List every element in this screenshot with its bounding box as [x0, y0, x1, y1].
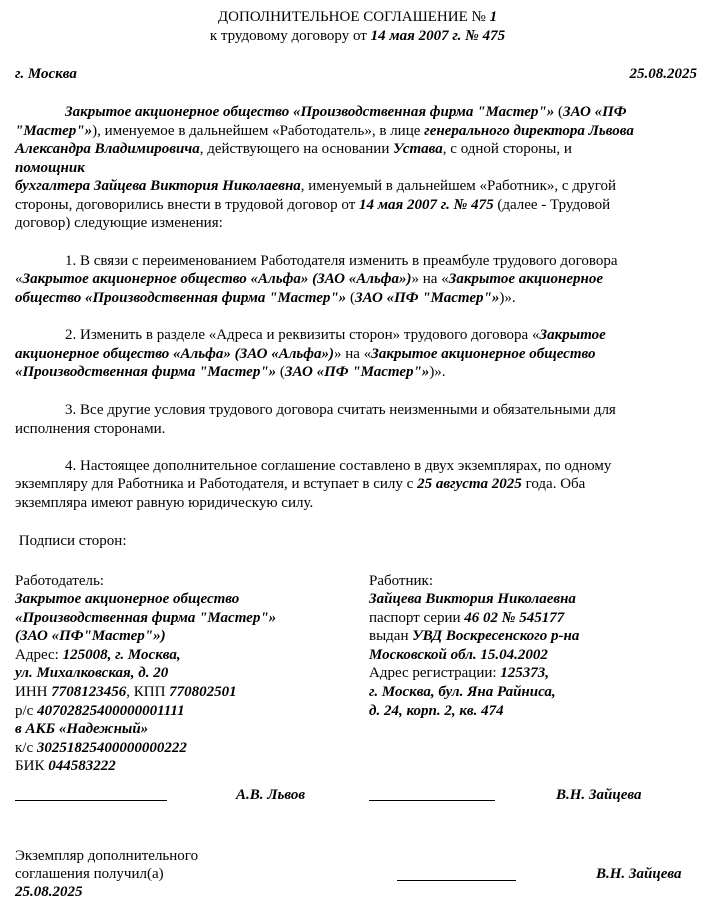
item-1-line-3: общество «Производственная фирма "Мастер"» (ЗАО «ПФ "Мастер"»)». — [15, 290, 516, 306]
employee-registration-2: г. Москва, бул. Яна Райниса, — [369, 684, 556, 700]
employee-signature-line — [369, 800, 495, 801]
document-subtitle: к трудовому договору от 14 мая 2007 г. № 475 — [209, 28, 506, 44]
document-date: 25.08.2025 — [629, 66, 697, 82]
employer-corr-account: к/с 30251825400000000222 — [15, 740, 187, 756]
item-2-line-3: «Производственная фирма "Мастер"» (ЗАО «ПФ "Мастер"»)». — [15, 364, 446, 380]
item-4-line-1: 4. Настоящее дополнительное соглашение составлено в двух экземплярах, по одному — [65, 458, 612, 474]
employer-inn-kpp: ИНН 7708123456, КПП 770802501 — [15, 684, 237, 700]
signatures-heading: Подписи сторон: — [15, 533, 127, 549]
preamble-line-7: договор) следующие изменения: — [15, 215, 223, 231]
item-3-line-1: 3. Все другие условия трудового договора считать неизменными и обязательными для — [65, 402, 616, 418]
receipt-signature-line — [397, 880, 516, 881]
employer-signature-line — [15, 800, 167, 801]
receipt-date: 25.08.2025 — [15, 884, 83, 900]
item-2-line-1: 2. Изменить в разделе «Адреса и реквизиты сторон» трудового договора «Закрытое — [65, 327, 606, 343]
employer-name-2: «Производственная фирма "Мастер"» — [15, 610, 277, 626]
employer-name-3: (ЗАО «ПФ"Мастер"») — [15, 628, 166, 644]
preamble-line-5: бухгалтера Зайцева Виктория Николаевна, именуемый в дальнейшем «Работник», с другой — [15, 178, 617, 194]
item-3-line-2: исполнения сторонами. — [15, 421, 166, 437]
employer-account: р/с 40702825400000001111 — [15, 703, 185, 719]
employee-signer: В.Н. Зайцева — [556, 787, 642, 803]
employee-registration-3: д. 24, корп. 2, кв. 474 — [369, 703, 504, 719]
employee-passport-issued-2: Московской обл. 15.04.2002 — [369, 647, 548, 663]
preamble-line-4: помощник — [15, 160, 85, 176]
document-title: ДОПОЛНИТЕЛЬНОЕ СОГЛАШЕНИЕ № 1 — [217, 9, 498, 25]
employer-bik: БИК 044583222 — [15, 758, 116, 774]
receipt-line-1: Экземпляр дополнительного — [15, 848, 199, 864]
preamble-line-2: "Мастер"»), именуемое в дальнейшем «Работодатель», в лице генерального директора Львова — [15, 123, 634, 139]
employee-passport: паспорт серии 46 02 № 545177 — [369, 610, 565, 626]
preamble-line-1: Закрытое акционерное общество «Производственная фирма "Мастер"» (ЗАО «ПФ — [65, 104, 627, 120]
receipt-line-2: соглашения получил(а) — [15, 866, 164, 882]
employer-heading: Работодатель: — [15, 573, 104, 589]
item-1-line-2: «Закрытое акционерное общество «Альфа» (ЗАО «Альфа»)» на «Закрытое акционерное — [15, 271, 603, 287]
place: г. Москва — [15, 66, 77, 82]
employee-passport-issued: выдан УВД Воскресенского р-на — [369, 628, 580, 644]
item-4-line-3: экземпляра имеют равную юридическую силу. — [15, 495, 314, 511]
preamble-line-3: Александра Владимировича, действующего на основании Устава, с одной стороны, и — [15, 141, 572, 157]
employer-address-2: ул. Михалковская, д. 20 — [15, 665, 169, 681]
item-2-line-2: акционерное общество «Альфа» (ЗАО «Альфа»)» на «Закрытое акционерное общество — [15, 346, 596, 362]
employer-bank: в АКБ «Надежный» — [15, 721, 149, 737]
receipt-signer: В.Н. Зайцева — [596, 866, 682, 882]
preamble-line-6: стороны, договорились внести в трудовой договор от 14 мая 2007 г. № 475 (далее - Трудовой — [15, 197, 611, 213]
item-4-line-2: экземпляру для Работника и Работодателя, и вступает в силу с 25 августа 2025 года. Оба — [15, 476, 586, 492]
employee-registration: Адрес регистрации: 125373, — [369, 665, 550, 681]
employer-signer: А.В. Львов — [236, 787, 306, 803]
item-1-line-1: 1. В связи с переименованием Работодателя изменить в преамбуле трудового договора — [65, 253, 618, 269]
employer-name-1: Закрытое акционерное общество — [15, 591, 240, 607]
employee-heading: Работник: — [369, 573, 433, 589]
employer-address-1: Адрес: 125008, г. Москва, — [15, 647, 181, 663]
employee-name: Зайцева Виктория Николаевна — [369, 591, 576, 607]
